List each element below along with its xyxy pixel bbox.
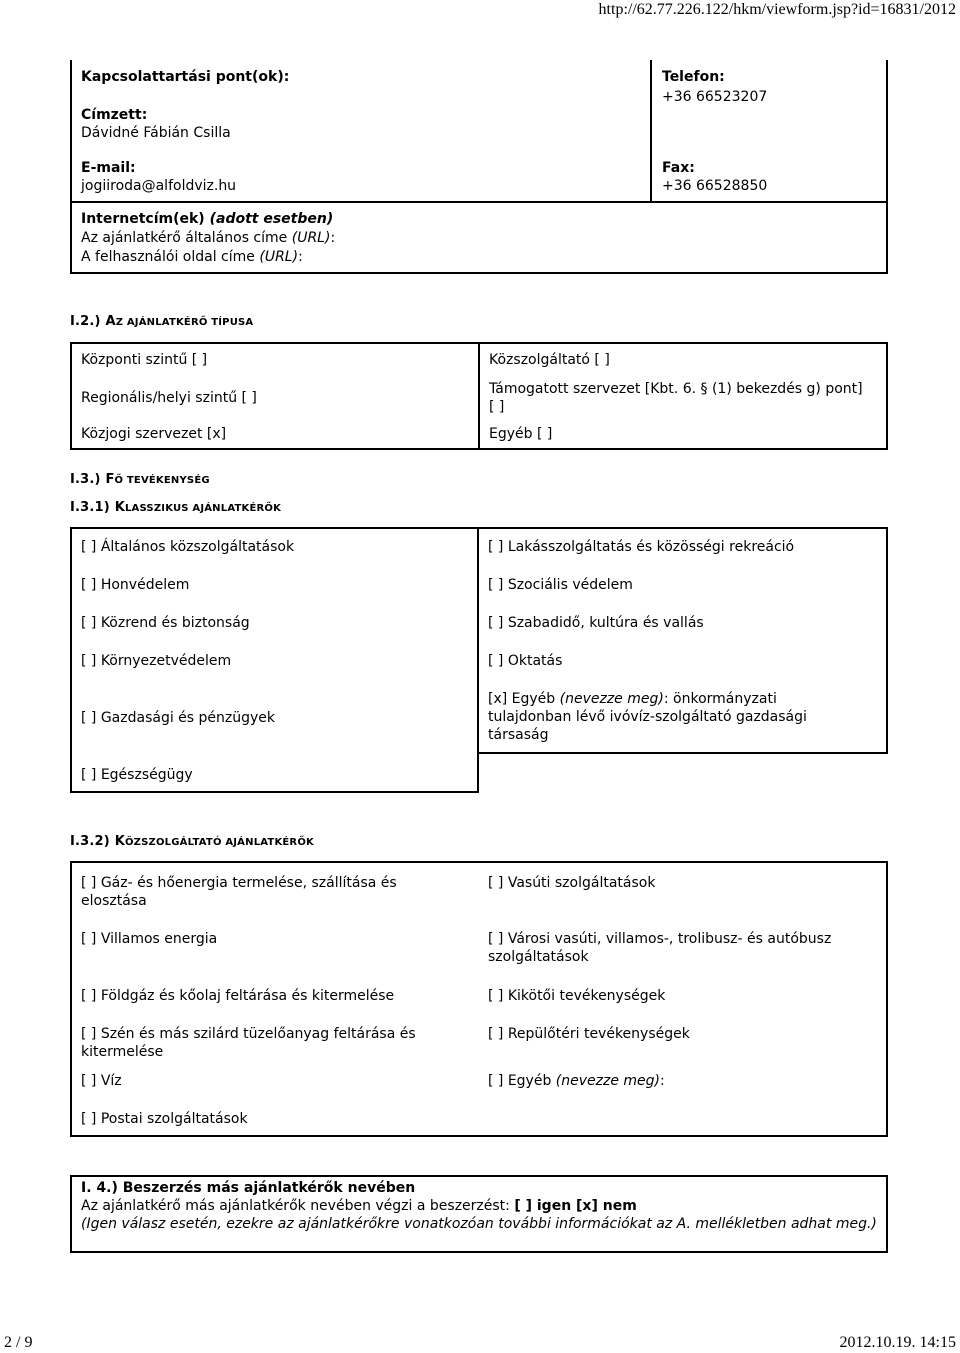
email-label: E-mail: <box>81 160 136 176</box>
phone-value: +36 66523207 <box>662 89 768 105</box>
user-url-row: A felhasználói oldal címe (URL): <box>81 249 303 265</box>
activity-economic: [ ] Gazdasági és pénzügyek <box>81 710 276 726</box>
utility-postal: [ ] Postai szolgáltatások <box>81 1111 248 1127</box>
print-datetime: 2012.10.19. 14:15 <box>839 1334 956 1351</box>
activity-defence: [ ] Honvédelem <box>81 577 190 593</box>
type-public-law: Közjogi szervezet [x] <box>81 426 227 442</box>
addressee-label: Címzett: <box>81 107 148 123</box>
activity-environment: [ ] Környezetvédelem <box>81 653 232 669</box>
utility-gas-heat: [ ] Gáz- és hőenergia termelése, szállítása és elosztása <box>81 875 397 909</box>
activity-social: [ ] Szociális védelem <box>488 577 633 593</box>
section-i3-heading: I.3.) FŐ TEVÉKENYSÉG <box>70 472 210 487</box>
section-i31-heading: I.3.1) KLASSZIKUS AJÁNLATKÉRŐK <box>70 500 282 515</box>
activity-health: [ ] Egészségügy <box>81 767 193 783</box>
utility-electricity: [ ] Villamos energia <box>81 931 218 947</box>
fax-value: +36 66528850 <box>662 178 768 194</box>
utility-ports: [ ] Kikötői tevékenységek <box>488 988 666 1004</box>
utility-airports: [ ] Repülőtéri tevékenységek <box>488 1026 690 1042</box>
type-supported: Támogatott szervezet [Kbt. 6. § (1) bekezdés g) pont] [ ] <box>489 381 863 415</box>
behalf-line: Az ajánlatkérő más ajánlatkérők nevében végzi a beszerzést: [ ] igen [x] nem <box>81 1198 637 1214</box>
section-i2-heading: I.2.) AZ AJÁNLATKÉRŐ TÍPUSA <box>70 314 254 329</box>
utility-coal: [ ] Szén és más szilárd tüzelőanyag feltárása és kitermelése <box>81 1026 416 1060</box>
utility-other: [ ] Egyéb (nevezze meg): <box>488 1073 665 1089</box>
utility-railway: [ ] Vasúti szolgáltatások <box>488 875 656 891</box>
type-other: Egyéb [ ] <box>489 426 553 442</box>
contact-title: Kapcsolattartási pont(ok): <box>81 69 290 85</box>
behalf-procurement-box <box>70 1175 888 1253</box>
page-number: 2 / 9 <box>4 1334 33 1351</box>
addressee-value: Dávidné Fábián Csilla <box>81 125 231 141</box>
general-url-row: Az ajánlatkérő általános címe (URL): <box>81 230 336 246</box>
type-utility: Közszolgáltató [ ] <box>489 352 610 368</box>
authority-type-box <box>70 342 888 450</box>
activity-general-public: [ ] Általános közszolgáltatások <box>81 539 295 555</box>
type-central: Központi szintű [ ] <box>81 352 208 368</box>
section-i32-heading: I.3.2) KÖZSZOLGÁLTATÓ AJÁNLATKÉRŐK <box>70 834 314 849</box>
page-url: http://62.77.226.122/hkm/viewform.jsp?id=16831/2012 <box>598 1 956 18</box>
type-regional: Regionális/helyi szintű [ ] <box>81 390 257 406</box>
activity-recreation: [ ] Szabadidő, kultúra és vallás <box>488 615 704 631</box>
activity-public-order: [ ] Közrend és biztonság <box>81 615 250 631</box>
fax-label: Fax: <box>662 160 695 176</box>
email-value: jogiiroda@alfoldviz.hu <box>81 178 237 194</box>
activity-housing: [ ] Lakásszolgáltatás és közösségi rekreáció <box>488 539 795 555</box>
utility-urban-transport: [ ] Városi vasúti, villamos-, trolibusz- és autóbusz szolgáltatások <box>488 931 832 965</box>
behalf-note: (Igen válasz esetén, ezekre az ajánlatkérőkre vonatkozóan további információkat az A. mellékletben adhat meg.) <box>81 1216 877 1232</box>
activity-education: [ ] Oktatás <box>488 653 563 669</box>
utility-authorities-box <box>70 861 888 1137</box>
phone-label: Telefon: <box>662 69 725 85</box>
activity-other: [x] Egyéb (nevezze meg): önkormányzati tulajdonban lévő ivóvíz-szolgáltató gazdasági társaság <box>488 691 807 743</box>
section-i4-title: I. 4.) Beszerzés más ajánlatkérők nevében <box>81 1180 416 1196</box>
internet-label: Internetcím(ek) (adott esetben) <box>81 211 334 227</box>
utility-water: [ ] Víz <box>81 1073 122 1089</box>
utility-gas-oil: [ ] Földgáz és kőolaj feltárása és kitermelése <box>81 988 395 1004</box>
